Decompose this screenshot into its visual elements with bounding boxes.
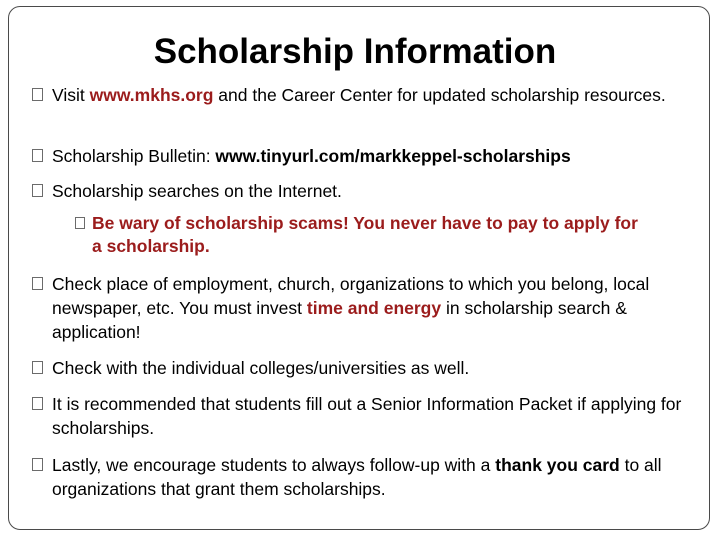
- sub-bullet-scam-warning: Be wary of scholarship scams! You never have to pay to apply for a scholarship.: [92, 212, 652, 258]
- bullet-internet-searches: Scholarship searches on the Internet.: [52, 179, 682, 203]
- mkhs-link[interactable]: www.mkhs.org: [89, 85, 214, 105]
- checkbox-bullet-icon: [32, 361, 43, 374]
- slide-title: Scholarship Information: [153, 32, 557, 71]
- checkbox-bullet-icon: [75, 217, 85, 229]
- checkbox-bullet-icon: [32, 458, 43, 471]
- checkbox-bullet-icon: [32, 184, 43, 197]
- checkbox-bullet-icon: [32, 149, 43, 162]
- checkbox-bullet-icon: [32, 88, 43, 101]
- bullet-scholarship-bulletin: Scholarship Bulletin: www.tinyurl.com/markkeppel-scholarships: [52, 144, 682, 168]
- checkbox-bullet-icon: [32, 277, 43, 290]
- bullet-thank-you-card: Lastly, we encourage students to always follow-up with a thank you card to all organizations that grant them scholarships.: [52, 453, 682, 501]
- bullet-visit-website: Visit www.mkhs.org and the Career Center for updated scholarship resources.: [52, 83, 682, 107]
- bullet-check-employment: Check place of employment, church, organizations to which you belong, local newspaper, etc. You must invest time and energy in scholarship search & application!: [52, 272, 682, 344]
- bullet-senior-packet: It is recommended that students fill out a Senior Information Packet if applying for scholarships.: [52, 392, 682, 440]
- tinyurl-link[interactable]: www.tinyurl.com/markkeppel-scholarships: [215, 146, 571, 166]
- bullet-check-colleges: Check with the individual colleges/universities as well.: [52, 356, 682, 380]
- checkbox-bullet-icon: [32, 397, 43, 410]
